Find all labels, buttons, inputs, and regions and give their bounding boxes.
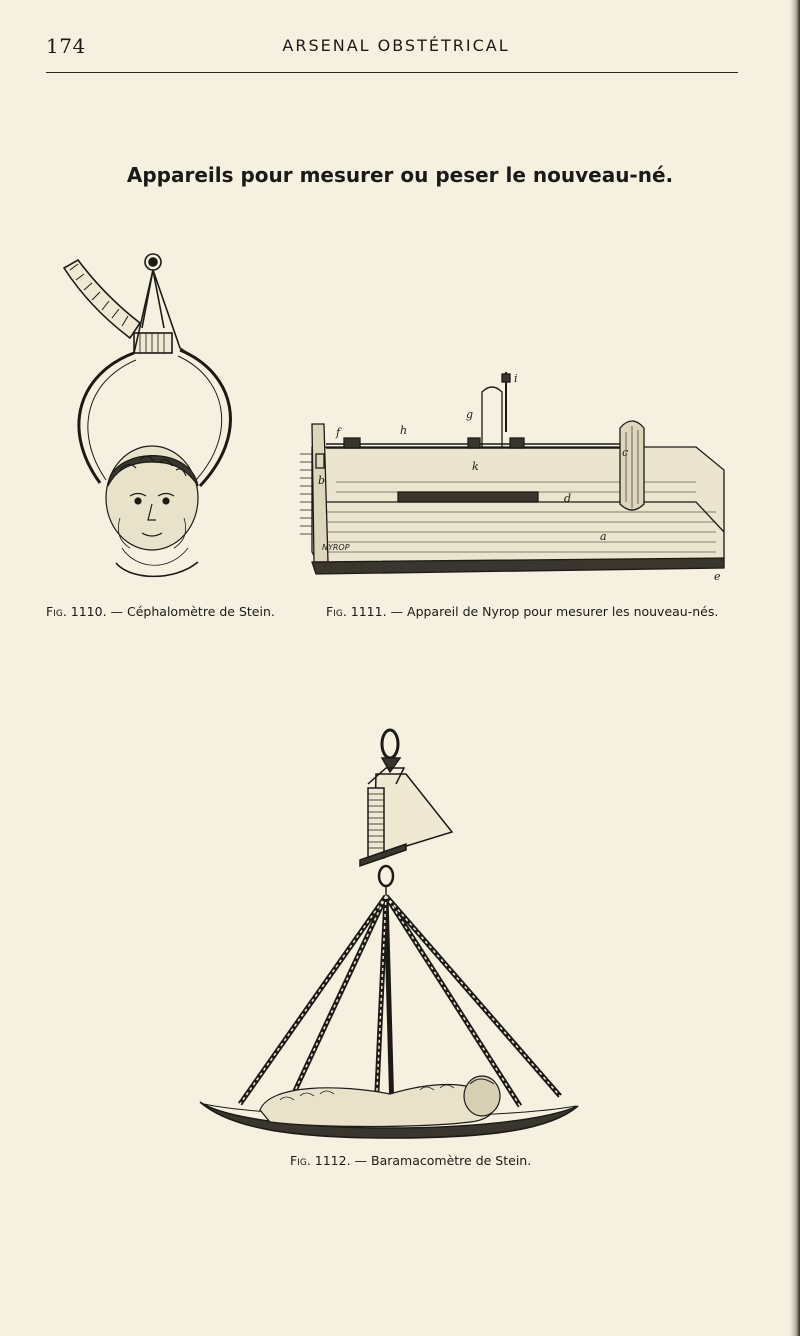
page-header <box>46 34 746 64</box>
label-b: b <box>318 474 326 487</box>
figure-baramacometre <box>190 724 590 1144</box>
page-edge-shadow <box>790 0 800 1336</box>
label-i: i <box>514 372 518 385</box>
caption-fig-1111 <box>326 604 718 619</box>
caption-fig-1111-label: Fig. <box>326 604 347 619</box>
caption-fig-1110 <box>46 604 275 619</box>
caption-fig-1112 <box>290 1153 531 1168</box>
figure-cephalometre <box>60 248 240 588</box>
caption-fig-1110-text: 1110. — Céphalomètre de Stein. <box>70 604 275 619</box>
header-rule <box>46 72 738 73</box>
label-k: k <box>472 460 479 473</box>
caption-fig-1111-text: 1111. — Appareil de Nyrop pour mesurer les nouveau-nés. <box>350 604 719 619</box>
plate-title: Appareils pour mesurer ou peser le nouveau-né. <box>126 163 674 187</box>
label-h: h <box>400 424 408 437</box>
caption-fig-1112-label: Fig. <box>290 1153 311 1168</box>
page-number: 174 <box>46 34 86 58</box>
label-g: g <box>466 408 474 421</box>
running-title: ARSENAL OBSTÉTRICAL <box>282 36 510 55</box>
label-c: c <box>622 446 629 459</box>
maker-mark: NYROP <box>322 543 350 552</box>
label-a: a <box>600 530 607 543</box>
label-d: d <box>564 492 572 505</box>
caption-fig-1110-label: Fig. <box>46 604 67 619</box>
label-e: e <box>714 570 721 582</box>
label-f: f <box>336 426 341 439</box>
figure-nyrop <box>296 362 726 582</box>
caption-fig-1112-text: 1112. — Baramacomètre de Stein. <box>314 1153 532 1168</box>
